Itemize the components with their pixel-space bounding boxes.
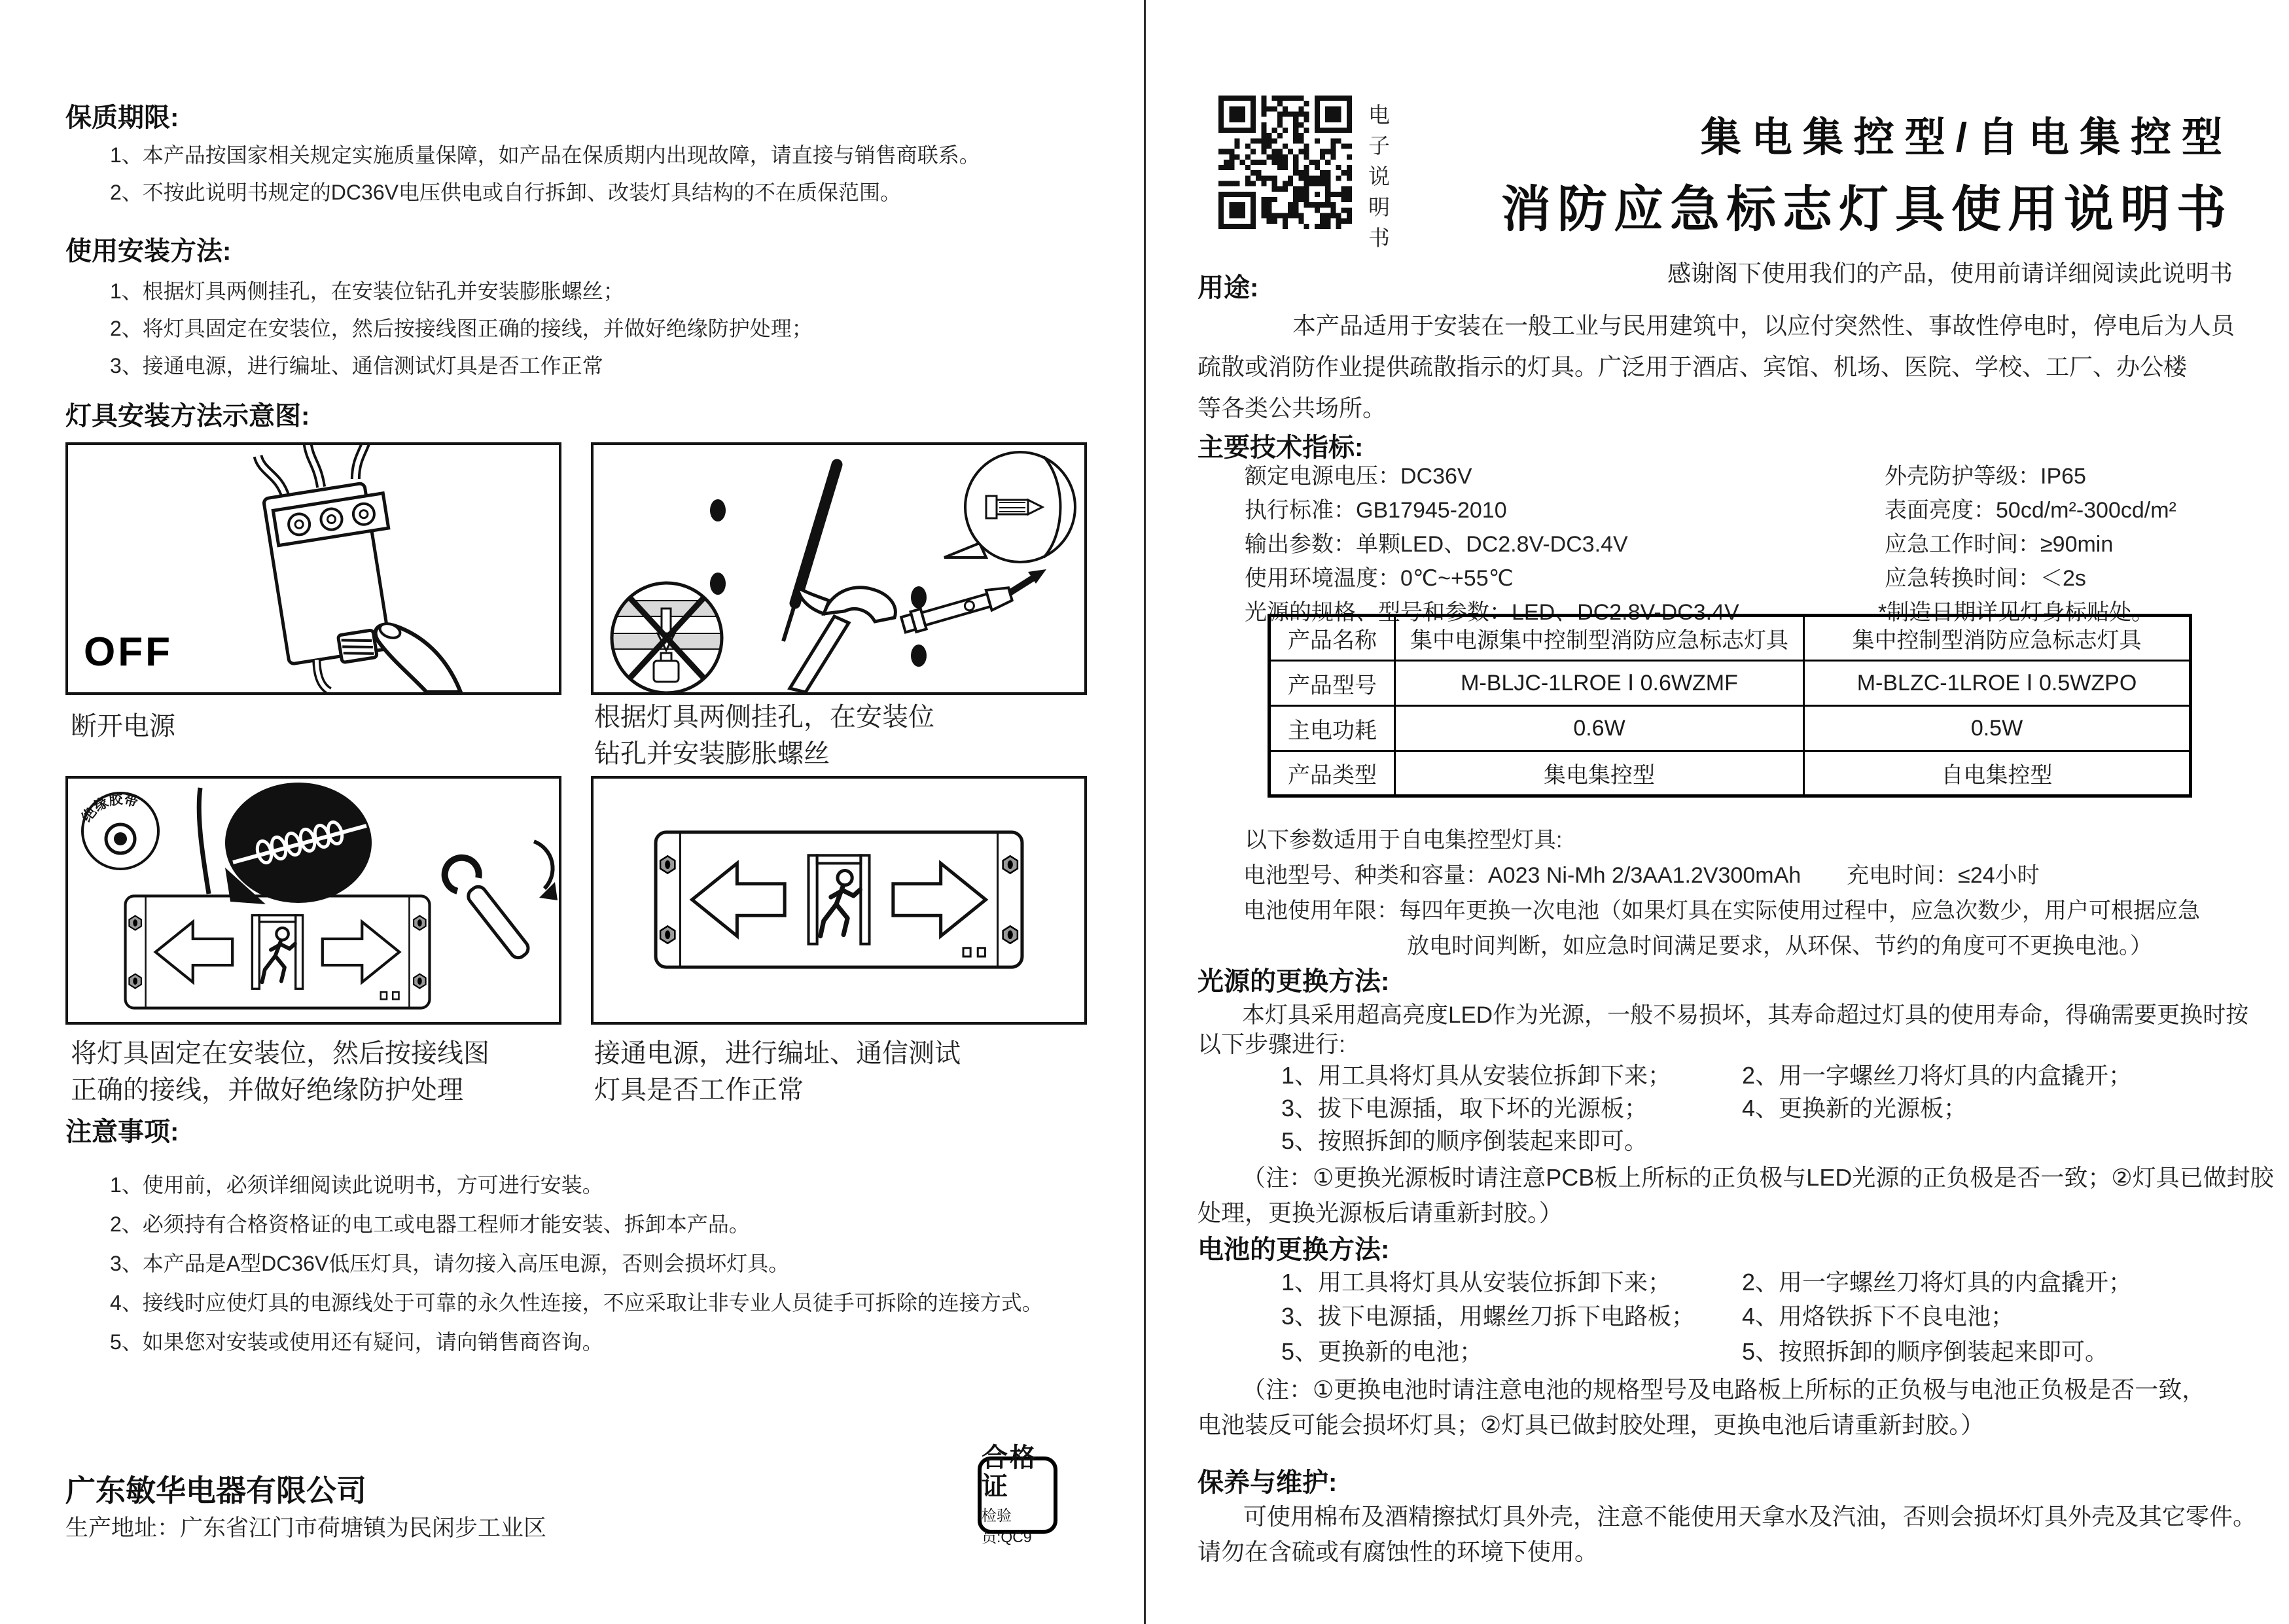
led-step: 1、用工具将灯具从安装位拆卸下来；: [1281, 1062, 1672, 1089]
figure-caption: 正确的接线，并做好绝缘防护处理: [71, 1076, 463, 1104]
battery-params-intro: 以下参数适用于自电集控型灯具:: [1245, 828, 1563, 853]
spec-item: 应急转换时间：＜2s: [1885, 566, 2086, 591]
spec-item: 外壳防护等级：IP65: [1885, 464, 2086, 489]
table-cell: M-BLJC-1LROE Ⅰ 0.6WZMF: [1395, 661, 1804, 706]
table-row: [1269, 661, 2191, 706]
led-step: 3、拔下电源插，取下坏的光源板；: [1281, 1095, 1648, 1121]
figure-caption: 根据灯具两侧挂孔，在安装位: [594, 703, 934, 732]
install-step: 3、接通电源，进行编址、通信测试灯具是否工作正常: [110, 354, 603, 378]
wrench-icon: [438, 841, 558, 965]
product-table: [1268, 614, 2192, 798]
install-heading: 使用安装方法:: [65, 237, 232, 266]
title-block: [1374, 105, 2233, 289]
spec-item: *制造日期详见灯身标贴处。: [1878, 600, 2154, 625]
usage-line: 本产品适用于安装在一般工业与民用建筑中，以应付突然性、事故性停电时，停电后为人员: [1292, 312, 2235, 339]
table-row: [1269, 616, 2191, 661]
note-item: 3、本产品是A型DC36V低压灯具，请勿接入高压电源，否则会损坏灯具。: [110, 1252, 790, 1275]
company-address: 生产地址：广东省江门市荷塘镇为民闲步工业区: [65, 1515, 547, 1541]
figure-power-on-test: [591, 776, 1087, 1025]
battery-spec-line: [1243, 857, 2040, 889]
table-cell: 主电功耗: [1269, 706, 1395, 751]
table-row: [1269, 751, 2191, 796]
figure-fix-and-wire: [65, 776, 561, 1025]
doc-title-line2: 消防应急标志灯具使用说明书: [1501, 182, 2233, 238]
table-cell: 集电集控型: [1395, 751, 1804, 796]
figure-caption: 钻孔并安装膨胀螺丝: [594, 739, 830, 768]
note-item: 2、必须持有合格资格证的电工或电器工程师才能安装、拆卸本产品。: [110, 1212, 750, 1236]
led-replace-intro: 本灯具采用超高亮度LED作为光源，一般不易损坏，其寿命超过灯具的使用寿命，得确需要更换时按: [1242, 1002, 2249, 1028]
specs-heading: 主要技术指标:: [1198, 433, 1364, 462]
maintenance-line: 可使用棉布及酒精擦拭灯具外壳，注意不能使用天拿水及汽油，否则会损坏灯具外壳及其它零件。: [1243, 1503, 2257, 1530]
spec-item: 使用环境温度：0℃~+55℃: [1245, 566, 1514, 591]
battery-step: 2、用一字螺丝刀将灯具的内盒撬开；: [1742, 1269, 2133, 1296]
doc-subtitle: 感谢阁下使用我们的产品，使用前请详细阅读此说明书: [1667, 260, 2233, 287]
cert-title: 合格证: [982, 1443, 1038, 1501]
no-glue-inset: [612, 583, 722, 692]
table-cell: 0.5W: [1804, 706, 2191, 751]
qr-label: 电子说明书: [1366, 103, 1390, 257]
battery-charge-time: 充电时间：≤24小时: [1847, 863, 2040, 888]
table-cell: 产品类型: [1269, 751, 1395, 796]
battery-step: 3、拔下电源插，用螺丝刀拆下电路板；: [1281, 1303, 1695, 1330]
page-divider: [1144, 0, 1146, 1624]
qc-cert-stamp: [978, 1443, 1057, 1545]
figure-caption: 将灯具固定在安装位，然后按接线图: [71, 1039, 489, 1068]
doc-title-line1: 集电集控型/自电集控型: [1700, 115, 2233, 160]
note-item: 4、接线时应使灯具的电源线处于可靠的永久性连接，不应采取让非专业人员徒手可拆除的连接方式。: [110, 1291, 1043, 1315]
usage-heading: 用途:: [1198, 274, 1259, 302]
spec-item: 光源的规格、型号和参数：LED、DC2.8V-DC3.4V: [1245, 600, 1739, 625]
qr-code: [1218, 96, 1352, 229]
battery-life-line: 电池使用年限：每四年更换一次电池（如果灯具在实际使用过程中，应急次数少，用户可根据应急: [1243, 898, 2200, 923]
spec-item: 表面亮度：50cd/m²-300cd/m²: [1885, 498, 2176, 523]
figure-drill-anchor: [591, 442, 1087, 695]
taped-joint-inset: [225, 783, 372, 904]
led-replace-intro: 以下步骤进行:: [1198, 1031, 1346, 1057]
hammer-icon: [790, 588, 895, 692]
drill-anchor-illustration: [594, 445, 1084, 692]
install-step: 1、根据灯具两侧挂孔，在安装位钻孔并安装膨胀螺丝；: [110, 279, 624, 303]
table-cell: 自电集控型: [1804, 751, 2191, 796]
off-label: OFF: [84, 629, 173, 675]
notes-heading: 注意事项:: [65, 1118, 179, 1146]
battery-step: 5、按照拆卸的顺序倒装起来即可。: [1742, 1338, 2109, 1365]
led-note: 处理，更换光源板后请重新封胶。）: [1198, 1199, 1563, 1226]
warranty-heading: 保质期限:: [65, 103, 179, 132]
figure-power-off: [65, 442, 561, 695]
table-cell: M-BLZC-1LROE Ⅰ 0.5WZPO: [1804, 661, 2191, 706]
led-step: 4、更换新的光源板；: [1742, 1095, 1968, 1121]
battery-step: 4、用烙铁拆下不良电池；: [1742, 1303, 2015, 1330]
warranty-item: 1、本产品按国家相关规定实施质量保障，如产品在保质期内出现故障，请直接与销售商联系。: [110, 143, 980, 167]
cert-inspector: 检验员:QC9: [982, 1507, 1032, 1545]
company-name: 广东敏华电器有限公司: [65, 1474, 366, 1508]
spec-item: 应急工作时间：≥90min: [1885, 532, 2114, 557]
note-item: 1、使用前，必须详细阅读此说明书，方可进行安装。: [110, 1173, 603, 1197]
usage-line: 等各类公共场所。: [1198, 395, 1387, 421]
battery-note: （注：①更换电池时请注意电池的规格型号及电路板上所标的正负极与电池正负极是否一致，: [1242, 1376, 2206, 1403]
magnifier-inset: [944, 452, 1075, 562]
led-step: 5、按照拆卸的顺序倒装起来即可。: [1281, 1127, 1648, 1154]
install-step: 2、将灯具固定在安装位，然后按接线图正确的接线，并做好绝缘防护处理；: [110, 317, 813, 340]
led-step: 2、用一字螺丝刀将灯具的内盒撬开；: [1742, 1062, 2133, 1089]
exit-sign-illustration: [594, 779, 1084, 1022]
battery-note: 电池装反可能会损坏灯具；②灯具已做封胶处理，更换电池后请重新封胶。）: [1198, 1411, 1985, 1438]
battery-step: 5、更换新的电池；: [1281, 1338, 1483, 1365]
usage-line: 疏散或消防作业提供疏散指示的灯具。广泛用于酒店、宾馆、机场、医院、学校、工厂、办公楼: [1198, 353, 2188, 380]
battery-replace-heading: 电池的更换方法:: [1198, 1235, 1390, 1264]
tape-roll-icon: [79, 791, 158, 869]
table-cell: 产品型号: [1269, 661, 1395, 706]
note-item: 5、如果您对安装或使用还有疑问，请向销售商咨询。: [110, 1330, 603, 1354]
led-note: （注：①更换光源板时请注意PCB板上所标的正负极与LED光源的正负极是否一致；②灯具已做封胶: [1242, 1164, 2274, 1191]
table-cell: 0.6W: [1395, 706, 1804, 751]
table-cell: 集中控制型消防应急标志灯具: [1804, 616, 2191, 661]
maintenance-line: 请勿在含硫或有腐蚀性的环境下使用。: [1198, 1538, 1599, 1565]
table-row: [1269, 706, 2191, 751]
led-replace-heading: 光源的更换方法:: [1198, 967, 1390, 996]
spec-item: 执行标准：GB17945-2010: [1245, 498, 1507, 523]
battery-life-line: 放电时间判断，如应急时间满足要求，从环保、节约的角度可不更换电池。）: [1407, 934, 2152, 959]
figure-caption: 断开电源: [71, 712, 175, 741]
spec-item: 输出参数：单颗LED、DC2.8V-DC3.4V: [1245, 532, 1628, 557]
battery-spec: 电池型号、种类和容量：A023 Ni-Mh 2/3AA1.2V300mAh: [1243, 863, 1801, 888]
warranty-item: 2、不按此说明书规定的DC36V电压供电或自行拆卸、改装灯具结构的不在质保范围。: [110, 181, 901, 204]
wiring-illustration: [68, 779, 559, 1022]
tape-label: 绝缘胶带: [79, 792, 140, 825]
battery-step: 1、用工具将灯具从安装位拆卸下来；: [1281, 1269, 1672, 1296]
table-cell: 产品名称: [1269, 616, 1395, 661]
arrow-icon: [1010, 569, 1046, 593]
table-cell: 集中电源集中控制型消防应急标志灯具: [1395, 616, 1804, 661]
diagram-section-heading: 灯具安装方法示意图:: [65, 402, 310, 431]
figure-caption: 接通电源，进行编址、通信测试: [594, 1039, 961, 1068]
spec-item: 额定电源电压：DC36V: [1245, 464, 1472, 489]
maintenance-heading: 保养与维护:: [1198, 1468, 1338, 1497]
figure-caption: 灯具是否工作正常: [594, 1076, 804, 1104]
